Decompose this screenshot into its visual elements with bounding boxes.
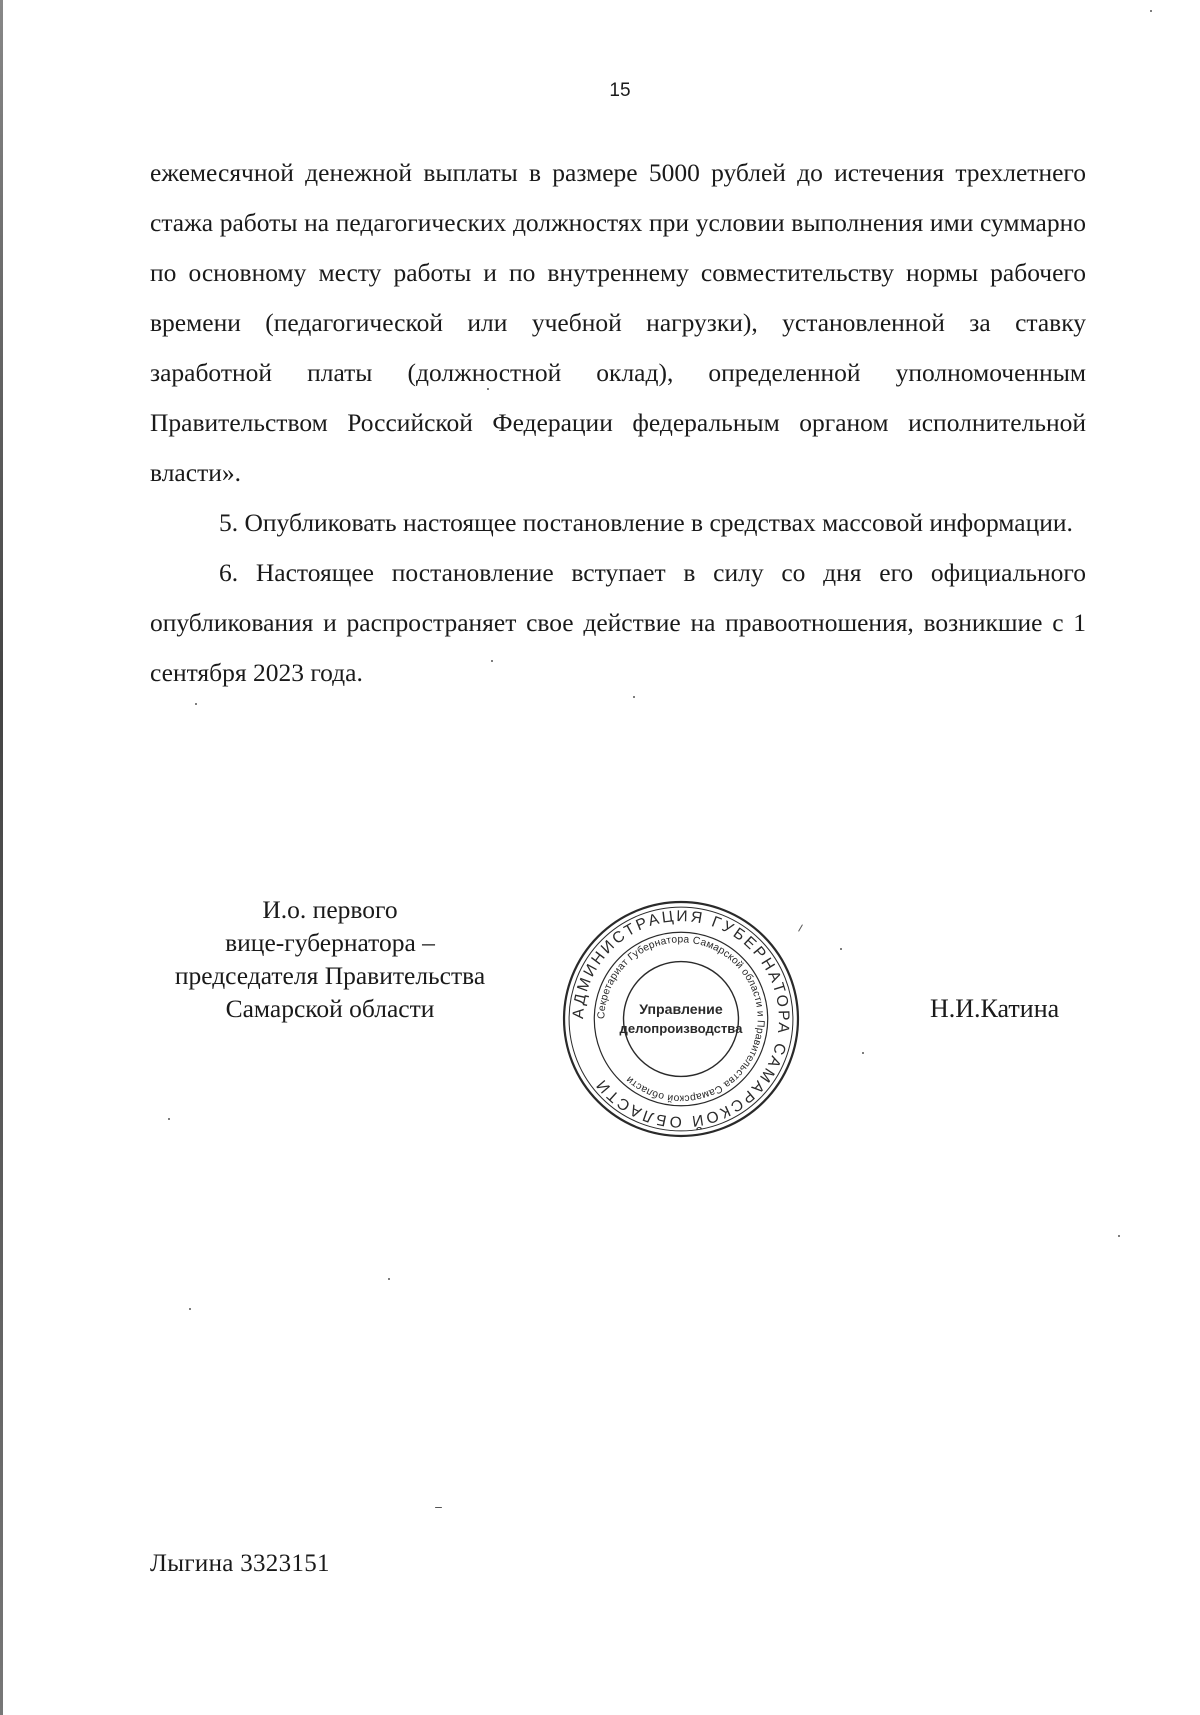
executor-contact: Лыгина 3323151: [150, 1550, 330, 1577]
signatory-name: Н.И.Катина: [930, 994, 1060, 1023]
scan-speck: [487, 388, 489, 390]
signatory-title-line: Самарской области: [225, 994, 435, 1023]
scan-speck: [633, 696, 635, 698]
document-body: [150, 148, 1086, 698]
scan-speck: [862, 1052, 864, 1054]
stamp-inner-border: [624, 962, 739, 1077]
scan-speck: [388, 1278, 390, 1280]
page-number: 15: [609, 80, 631, 101]
official-stamp: [560, 898, 802, 1140]
stamp-center-line2: делопроизводства: [619, 1021, 743, 1037]
scan-speck: [195, 703, 197, 705]
signatory-title-line: вице-губернатора –: [225, 928, 435, 957]
scan-edge: [0, 0, 3, 1715]
stamp-middle-border: [594, 932, 767, 1105]
scan-speck: [840, 948, 842, 950]
scan-speck: [1150, 10, 1152, 12]
scan-speck: [491, 660, 493, 662]
paragraph-6: 6. Настоящее постановление вступает в силу со дня его официального опубликования и распространяет свое действие на правоотношения, возникшие с 1 сентября 2023 года.: [150, 558, 1086, 687]
scan-speck: [168, 1118, 170, 1120]
stamp-inner-text: Секретариат Губернатора Самарской области и Правительства Самарской области: [596, 934, 766, 1104]
scan-speck: [189, 1308, 191, 1310]
signatory-title-line: председателя Правительства: [174, 961, 486, 990]
signatory-title: [145, 893, 515, 1025]
stamp-outer-text: АДМИНИСТРАЦИЯ ГУБЕРНАТОРА САМАРСКОЙ ОБЛАСТИ: [569, 908, 792, 1131]
stamp-center-line1: Управление: [639, 1000, 723, 1017]
paragraph-continuation: ежемесячной денежной выплаты в размере 5000 рублей до истечения трехлетнего стажа работы на педагогических должностях при условии выполнения ими суммарно по основному месту работы и по внутреннему совместительству нормы рабочего времени (педагогической или учебной нагрузки), установленной за ставку заработной платы (должностной оклад), определенной уполномоченным Правительством Российской Федерации федеральным органом исполнительной власти».: [150, 158, 1086, 487]
scan-speck: [1118, 1235, 1120, 1237]
paragraph-5: 5. Опубликовать настоящее постановление в средствах массовой информации.: [219, 508, 1073, 537]
scan-speck: [435, 1507, 442, 1508]
signatory-title-line: И.о. первого: [262, 895, 398, 924]
